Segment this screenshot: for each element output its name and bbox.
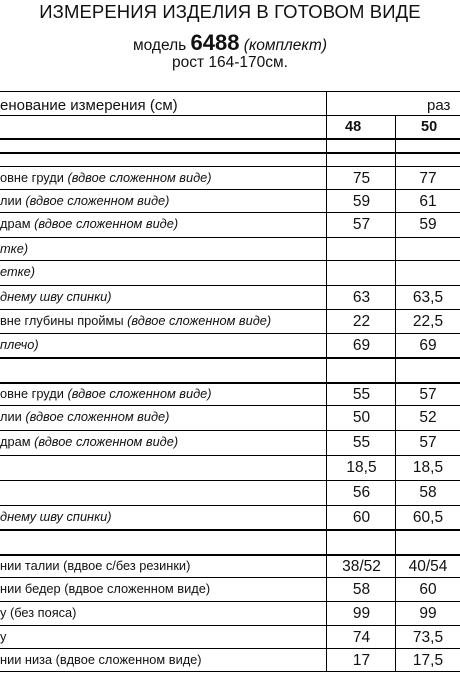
measurement-name-text: у (без пояса): [0, 605, 77, 620]
size-value-v2: [396, 241, 460, 259]
measurement-note-text: (вдвое сложенном виде): [34, 434, 179, 449]
size-value-v2: 40/54: [408, 558, 448, 575]
size-value-v1: 74: [352, 629, 371, 646]
measurement-note-text: тке): [0, 241, 29, 256]
table-hline: [0, 382, 460, 384]
measurement-name: [0, 289, 326, 305]
measurement-name: [0, 581, 326, 597]
size-value-v1: 55: [352, 386, 371, 403]
measurement-note-text: (вдвое сложенном виде): [67, 386, 212, 401]
measurement-name-text: нии низа (вдвое сложенном виде): [0, 652, 202, 667]
size-value-v1: 60: [352, 509, 371, 526]
page-title: ИЗМЕРЕНИЯ ИЗДЕЛИЯ В ГОТОВОМ ВИДЕ: [39, 1, 421, 22]
size-value-v2: 52: [419, 409, 437, 426]
table-hline: [0, 166, 460, 167]
measurement-name: [0, 652, 326, 668]
measurement-note-text: плечо): [0, 337, 39, 352]
model-prefix: модель: [133, 37, 187, 54]
measurement-name-text: нии бедер (вдвое сложенном виде): [0, 581, 211, 596]
table-hline: [0, 625, 460, 626]
size-value-v1: 63: [352, 289, 371, 306]
measurement-name: [0, 170, 326, 186]
measurement-name: [0, 241, 326, 257]
size-value-v1: [328, 264, 395, 282]
size-value-v2: 73,5: [412, 629, 444, 646]
measurement-note-text: днему шву спинки): [0, 509, 112, 524]
table-hline: [0, 91, 460, 92]
table-hline: [0, 260, 460, 261]
size-value-v2: 63,5: [412, 289, 444, 306]
measurement-name-text: лии: [0, 409, 26, 424]
size-value-v1: 17: [352, 652, 371, 669]
size-value-v1: 56: [352, 484, 371, 501]
size-value-v1: 75: [352, 170, 371, 187]
size-value-v2: 59: [419, 216, 437, 233]
table-hline: [0, 671, 460, 672]
measurement-name-text: драм: [0, 216, 35, 231]
measurement-name-text: лии: [0, 193, 26, 208]
measurement-note-text: (вдвое сложенном виде): [25, 193, 170, 208]
table-hline: [0, 138, 460, 140]
table-hline: [0, 212, 460, 213]
size-value-v1: 69: [352, 337, 371, 354]
size-value-v2: 57: [419, 386, 437, 403]
measurement-name-text: драм: [0, 434, 35, 449]
measurement-name: [0, 434, 326, 450]
size-value-v1: 99: [352, 605, 371, 622]
size-value-v1: 38/52: [342, 558, 381, 575]
size-value-v2: 60,5: [412, 509, 444, 526]
measurement-name: [0, 409, 326, 425]
measurement-name-text: вне глубины проймы: [0, 313, 128, 328]
measurement-name-text: у: [0, 629, 7, 644]
size-value-v2: 77: [419, 170, 437, 187]
table-hline: [0, 577, 460, 578]
measurement-name: [0, 264, 326, 280]
measurement-name: [0, 629, 326, 645]
model-note: (комплект): [243, 37, 327, 54]
measurement-note-text: (вдвое сложенном виде): [127, 313, 272, 328]
measurement-note-text: (вдвое сложенном виде): [25, 409, 170, 424]
table-hline: [0, 237, 460, 238]
measurement-note-text: (вдвое сложенном виде): [67, 170, 212, 185]
measurement-note-text: (вдвое сложенном виде): [34, 216, 179, 231]
table-hline: [0, 430, 460, 431]
measurement-note-text: етке): [0, 264, 36, 279]
measurement-name: [0, 216, 326, 232]
size-value-v1: 22: [352, 313, 371, 330]
size-value-v2: 18,5: [412, 459, 444, 476]
measurement-name-text: нии талии (вдвое с/без резинки): [0, 558, 191, 573]
size-value-v1: 58: [352, 581, 371, 598]
measurement-name: [0, 459, 326, 475]
table-name-header: енование измерения (см): [0, 97, 178, 114]
table-hline: [0, 309, 460, 310]
measurement-name: [0, 605, 326, 621]
size-header-50: 50: [421, 119, 438, 135]
size-value-v1: 57: [352, 216, 371, 233]
size-value-v1: 55: [352, 434, 371, 451]
table-hline: [0, 405, 460, 406]
table-hline: [0, 648, 460, 649]
table-hline: [0, 601, 460, 602]
size-value-v2: 57: [419, 434, 437, 451]
size-value-v2: 99: [419, 605, 437, 622]
table-hline: [0, 480, 460, 481]
size-value-v2: 61: [419, 193, 437, 210]
measurement-name: [0, 313, 326, 329]
table-vline: [326, 91, 327, 671]
height-range: рост 164-170см.: [172, 54, 288, 71]
measurement-name: [0, 484, 326, 500]
measurement-name: [0, 386, 326, 402]
table-hline: [0, 189, 460, 190]
measurement-name: [0, 337, 326, 353]
table-hline: [0, 455, 460, 456]
size-value-v2: [396, 264, 460, 282]
size-value-v2: 58: [419, 484, 437, 501]
size-header-48: 48: [345, 119, 362, 135]
size-value-v2: 22,5: [412, 313, 444, 330]
table-hline: [0, 115, 460, 116]
table-hline: [0, 285, 460, 286]
measurement-name: [0, 558, 326, 574]
table-hline: [0, 505, 460, 506]
size-value-v1: 59: [352, 193, 371, 210]
size-value-v2: 60: [419, 581, 437, 598]
table-hline: [0, 357, 460, 359]
size-value-v1: 50: [352, 409, 371, 426]
measurement-note-text: днему шву спинки): [0, 289, 112, 304]
table-hline: [0, 554, 460, 556]
measurement-name: [0, 193, 326, 209]
size-value-v2: 69: [419, 337, 437, 354]
size-value-v1: [328, 241, 395, 259]
model-number: 6488: [190, 30, 240, 55]
size-group-header: раз: [427, 97, 451, 114]
measurement-name-text: овне груди: [0, 170, 68, 185]
measurement-name: [0, 509, 326, 525]
table-hline: [0, 333, 460, 334]
measurement-name-text: овне груди: [0, 386, 68, 401]
size-value-v1: 18,5: [346, 459, 377, 476]
size-value-v2: 17,5: [412, 652, 444, 669]
table-hline: [0, 152, 460, 154]
table-hline: [0, 529, 460, 531]
